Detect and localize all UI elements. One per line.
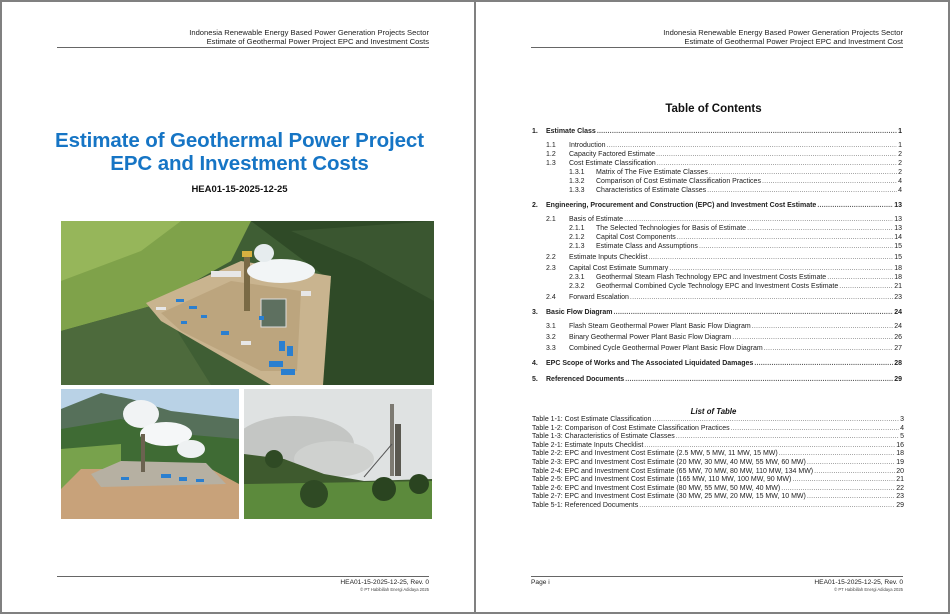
toc-entry-1[interactable]: 1. Estimate Class ..... 1 (532, 127, 902, 137)
toc-entry-2-1-3[interactable]: 2.1.3 Estimate Class and Assumptions ..... 15 (532, 242, 902, 251)
table-entry[interactable]: Table 2-6: EPC and Investment Cost Estimate (80 MW, 55 MW, 50 MW, 40 MW) ..... 22 (532, 485, 904, 494)
toc-entry-3-1[interactable]: 3.1 Flash Steam Geothermal Power Plant Basic Flow Diagram ..... 24 (532, 322, 902, 331)
table-entry[interactable]: Table 2-3: EPC and Investment Cost Estimate (20 MW, 30 MW, 40 MW, 55 MW, 60 MW) ..... 19 (532, 459, 904, 468)
toc-entry-3[interactable]: 3. Basic Flow Diagram ..... 24 (532, 308, 902, 318)
toc-entry-2-4[interactable]: 2.4 Forward Escalation ..... 23 (532, 293, 902, 302)
document-code: HEA01-15-2025-12-25 (191, 184, 288, 195)
page-number: Page i (531, 579, 550, 586)
footer-copyright: © PT Habibillah Energi Adidaya 2025 (360, 586, 429, 592)
table-entry[interactable]: Table 2-4: EPC and Investment Cost Estimate (65 MW, 70 MW, 80 MW, 110 MW, 134 MW) ..... 20 (532, 468, 904, 477)
toc-entry-2-3-1[interactable]: 2.3.1 Geothermal Steam Flash Technology EPC and Investment Costs Estimate ..... 18 (532, 273, 902, 282)
table-entry[interactable]: Table 1-3: Characteristics of Estimate Classes ..... 5 (532, 433, 904, 442)
geothermal-site-steam-plume-photo (61, 389, 239, 519)
table-entry[interactable]: Table 1-2: Comparison of Cost Estimate Classification Practices ..... 4 (532, 425, 904, 434)
table-of-contents (532, 127, 902, 385)
toc-title: Table of Contents (665, 103, 762, 115)
toc-entry-2[interactable]: 2. Engineering, Procurement and Construction (EPC) and Investment Cost Estimate ..... 13 (532, 201, 902, 211)
table-entry[interactable]: Table 5-1: Referenced Documents ..... 29 (532, 502, 904, 511)
page-footer (57, 576, 429, 592)
header-doc-title: Estimate of Geothermal Power Project EPC and Investment Costs (206, 36, 429, 46)
table-entry[interactable]: Table 1-1: Cost Estimate Classification ..... 3 (532, 416, 904, 425)
table-entry[interactable]: Table 2-2: EPC and Investment Cost Estimate (2.5 MW, 5 MW, 11 MW, 15 MW) ..... 18 (532, 450, 904, 459)
drilling-rig-landscape-photo (244, 389, 432, 519)
footer-copyright: © PT Habibillah Energi Adidaya 2025 (834, 586, 903, 592)
toc-entry-2-3[interactable]: 2.3 Capital Cost Estimate Summary ..... 18 (532, 264, 902, 273)
toc-entry-1-3[interactable]: 1.3 Cost Estimate Classification ..... 2 (532, 159, 902, 168)
header-sector: Indonesia Renewable Energy Based Power Generation Projects Sector (189, 28, 429, 37)
table-entry[interactable]: Table 2-7: EPC and Investment Cost Estimate (30 MW, 25 MW, 20 MW, 15 MW, 10 MW) ..... 23 (532, 493, 904, 502)
page-header (531, 29, 903, 48)
toc-entry-5[interactable]: 5. Referenced Documents ..... 29 (532, 375, 902, 385)
cover-title: Estimate of Geothermal Power Project EPC and Investment Costs (55, 129, 424, 175)
footer-doc-rev: HEA01-15-2025-12-25, Rev. 0 (340, 579, 429, 586)
aerial-geothermal-drilling-site-photo (61, 221, 434, 385)
toc-entry-1-3-2[interactable]: 1.3.2 Comparison of Cost Estimate Classification Practices ..... 4 (532, 177, 902, 186)
list-of-tables (532, 416, 904, 511)
table-entry[interactable]: Table 2-1: Estimate Inputs Checklist ..... 16 (532, 442, 904, 451)
toc-entry-2-3-2[interactable]: 2.3.2 Geothermal Combined Cycle Technology EPC and Investment Costs Estimate ..... 21 (532, 282, 902, 291)
toc-entry-3-3[interactable]: 3.3 Combined Cycle Geothermal Power Plant Basic Flow Diagram ..... 27 (532, 344, 902, 353)
toc-page (475, 0, 950, 614)
toc-entry-1-1[interactable]: 1.1 Introduction ..... 1 (532, 141, 902, 150)
header-doc-title: Estimate of Geothermal Power Project EPC and Investment Cost (684, 36, 903, 46)
toc-entry-3-2[interactable]: 3.2 Binary Geothermal Power Plant Basic Flow Diagram ..... 26 (532, 333, 902, 342)
toc-entry-2-2[interactable]: 2.2 Estimate Inputs Checklist ..... 15 (532, 253, 902, 262)
header-sector: Indonesia Renewable Energy Based Power Generation Projects Sector (663, 28, 903, 37)
toc-entry-2-1-1[interactable]: 2.1.1 The Selected Technologies for Basis of Estimate ..... 13 (532, 224, 902, 233)
toc-entry-2-1[interactable]: 2.1 Basis of Estimate ..... 13 (532, 215, 902, 224)
footer-doc-rev: HEA01-15-2025-12-25, Rev. 0 (814, 579, 903, 586)
toc-entry-1-2[interactable]: 1.2 Capacity Factored Estimate ..... 2 (532, 150, 902, 159)
table-entry[interactable]: Table 2-5: EPC and Investment Cost Estimate (165 MW, 110 MW, 100 MW, 90 MW) ..... 21 (532, 476, 904, 485)
list-of-table-title: List of Table (690, 407, 737, 416)
toc-entry-1-3-3[interactable]: 1.3.3 Characteristics of Estimate Classes ..... 4 (532, 186, 902, 195)
toc-entry-2-1-2[interactable]: 2.1.2 Capital Cost Components ..... 14 (532, 233, 902, 242)
toc-entry-4[interactable]: 4. EPC Scope of Works and The Associated Liquidated Damages ..... 28 (532, 359, 902, 369)
toc-entry-1-3-1[interactable]: 1.3.1 Matrix of The Five Estimate Classes ..... 2 (532, 168, 902, 177)
page-header (57, 29, 429, 48)
page-footer (531, 576, 903, 592)
